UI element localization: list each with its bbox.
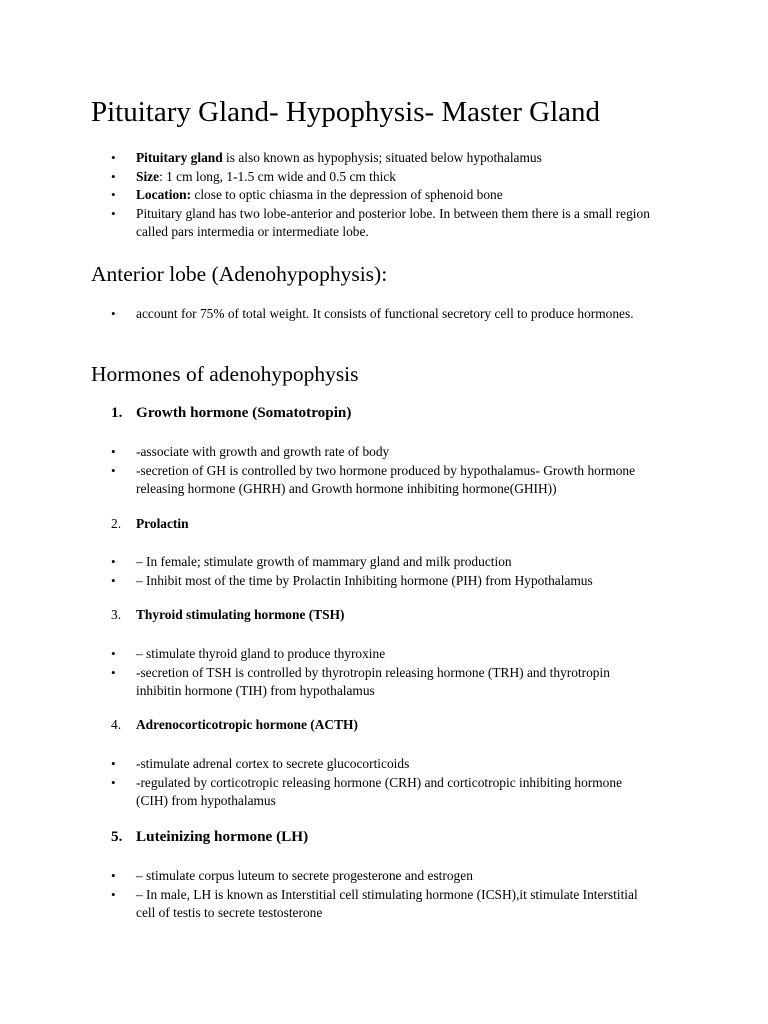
hormone-3-list xyxy=(91,645,651,701)
list-item: • – stimulate corpus luteum to secrete progesterone and estrogen xyxy=(91,867,651,886)
list-item: • Size: 1 cm long, 1-1.5 cm wide and 0.5 cm thick xyxy=(91,168,651,187)
document-page: Pituitary Gland- Hypophysis- Master Gland • Pituitary gland is also known as hypophysis; situated below hypothalamus • Size: 1 cm long, 1-1.5 cm wide and 0.5 cm thick • Location: close to optic chiasma in the depression of sphenoid bone • Pituitary gland has two lobe-anterior and posterior lobe. In between them there is a small region called pars intermedia or intermediate lobe. Anterior lobe (Adenohypophysis): • account for 75% of total weight. It consists of functional secretory cell to produce hormones. Hormones of adenohypophysis 1. Growth hormone (Somatotropin) • -associate with growth and growth rate of body • -secretion of GH is controlled by two hormone produced by hypothalamus- Growth hormone releasing hormone (GHRH) and Growth hormone inhibiting hormone(GHIH)) 2. Prolactin • – In female; stimulate growth of mammary gland and milk production • – Inhibit most of the time by Prolactin Inhibiting hormone (PIH) from Hypothalamus 3. Thyroid stimulating hormone (TSH) • – stimulate thyroid gland to produce thyroxine • -secretion of TSH is controlled by thyrotropin releasing hormone (TRH) and thyrotropin inhibitin hormone (TIH) from hypothalamus 4. Adrenocorticotropic hormone (ACTH) • -stimulate adrenal cortex to secrete glucocorticoids • -regulated by corticotropic releasing hormone (CRH) and corticotropic inhibiting hormone (CIH) from hypothalamus 5. Luteinizing hormone (LH) • – stimulate corpus luteum to secrete progesterone and estrogen • – In male, LH is known as Interstitial cell stimulating hormone (ICSH),it stimulate Interstitial cell of testis to secrete testosterone xyxy=(0,0,768,1024)
list-item: • – stimulate thyroid gland to produce thyroxine xyxy=(91,645,651,664)
list-item: • -stimulate adrenal cortex to secrete glucocorticoids xyxy=(91,755,651,774)
hormone-2-list xyxy=(91,553,651,590)
hormone-5-list xyxy=(91,867,651,923)
hormones-heading: Hormones of adenohypophysis xyxy=(91,362,359,386)
list-item: • -secretion of TSH is controlled by thyrotropin releasing hormone (TRH) and thyrotropin inhibitin hormone (TIH) from hypothalamus xyxy=(91,664,651,701)
list-item: • – In female; stimulate growth of mammary gland and milk production xyxy=(91,553,651,572)
hormone-4-list xyxy=(91,755,651,811)
list-item: • -secretion of GH is controlled by two hormone produced by hypothalamus- Growth hormone releasing hormone (GHRH) and Growth hormone inhibiting hormone(GHIH)) xyxy=(91,462,651,499)
list-item: • Pituitary gland is also known as hypophysis; situated below hypothalamus xyxy=(91,149,651,168)
list-item: • -regulated by corticotropic releasing hormone (CRH) and corticotropic inhibiting hormone (CIH) from hypothalamus xyxy=(91,774,651,811)
list-item: • – In male, LH is known as Interstitial cell stimulating hormone (ICSH),it stimulate Interstitial cell of testis to secrete testosterone xyxy=(91,886,651,923)
list-item: • account for 75% of total weight. It consists of functional secretory cell to produce hormones. xyxy=(91,305,651,324)
anterior-lobe-heading: Anterior lobe (Adenohypophysis): xyxy=(91,262,388,286)
list-item: • Pituitary gland has two lobe-anterior and posterior lobe. In between them there is a small region called pars intermedia or intermediate lobe. xyxy=(91,205,651,242)
list-item: • -associate with growth and growth rate of body xyxy=(91,443,651,462)
page-title: Pituitary Gland- Hypophysis- Master Gland xyxy=(91,96,601,128)
hormone-1-list xyxy=(91,443,651,499)
list-item: • – Inhibit most of the time by Prolactin Inhibiting hormone (PIH) from Hypothalamus xyxy=(91,572,651,591)
anterior-list xyxy=(91,305,651,324)
list-item: • Location: close to optic chiasma in the depression of sphenoid bone xyxy=(91,186,651,205)
intro-list xyxy=(91,149,651,242)
